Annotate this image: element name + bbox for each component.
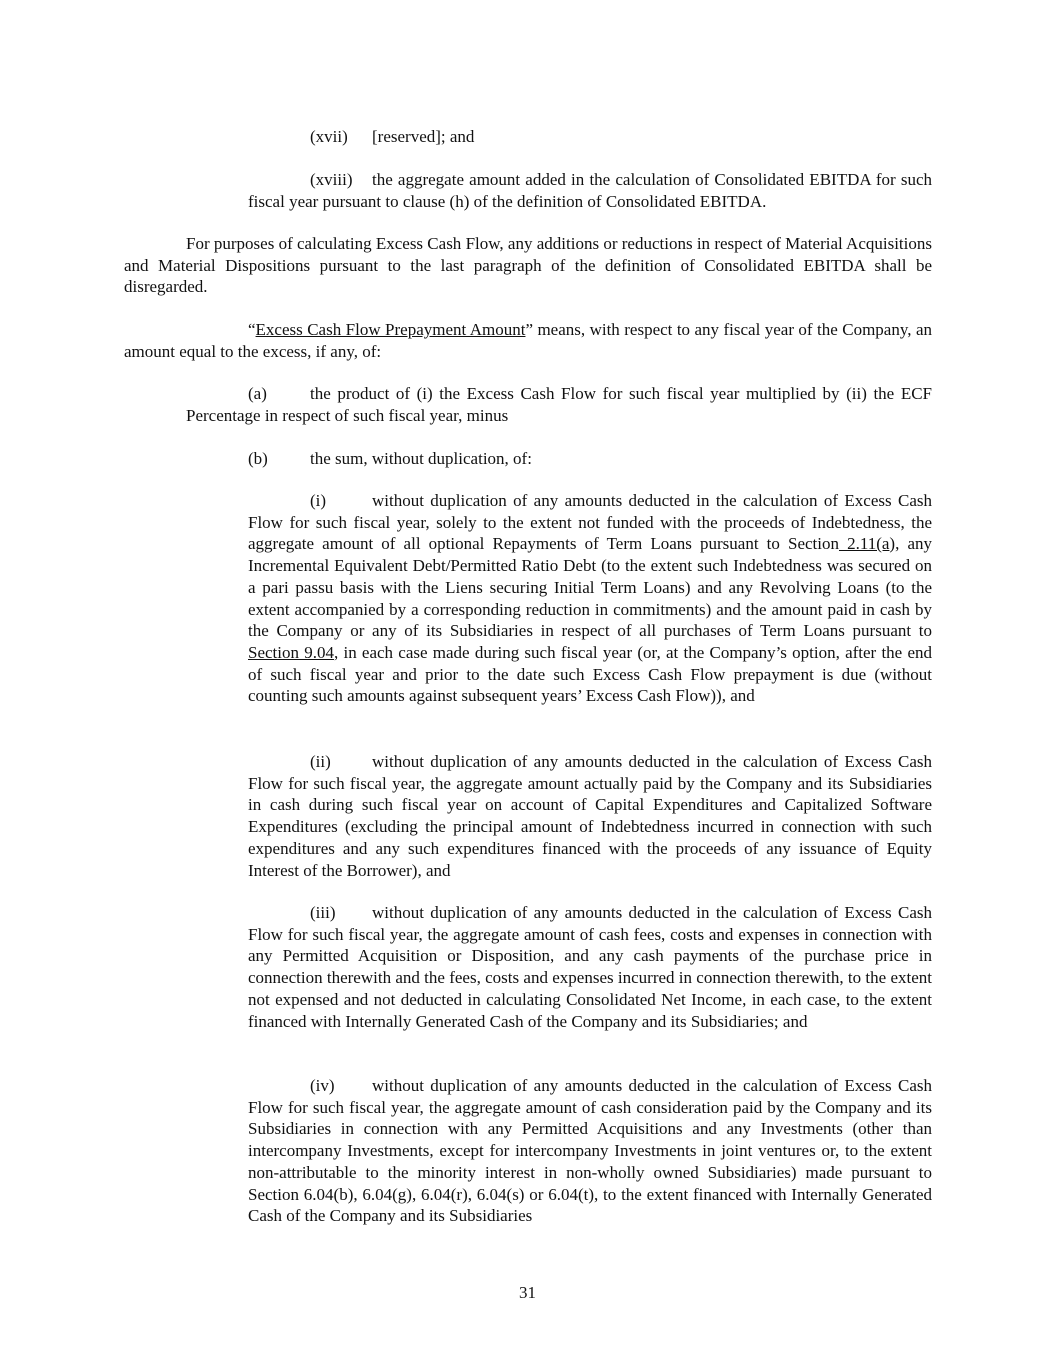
clause-a xyxy=(186,383,932,426)
clause-xvii xyxy=(310,126,932,148)
item-iv-text: without duplication of any amounts deducted in the calculation of Excess Cash Flow for such fiscal year, the aggregate amount of cash consideration paid by the Company and its Subsidiaries in connection with any Permitted Acquisitions and any Investments (other than intercompany Investments, except for intercompany Investments in joint ventures or, to the extent non-attributable to the minority interest in non-wholly owned Subsidiaries) made pursuant to Section 6.04(b), 6.04(g), 6.04(r), 6.04(s) or 6.04(t), to the extent financed with Internally Generated Cash of the Company and its Subsidiaries xyxy=(248,1076,932,1226)
item-ii-text: without duplication of any amounts deducted in the calculation of Excess Cash Flow for such fiscal year, the aggregate amount actually paid by the Company and its Subsidiaries in cash during such fiscal year on account of Capital Expenditures and Capitalized Software Expenditures (excluding the principal amount of Indebtedness incurred in connection with such expenditures and any such expenditures financed with the proceeds of any issuance of Equity Interest of the Borrower), and xyxy=(248,752,932,880)
clause-xviii-label: (xviii) xyxy=(310,170,353,189)
item-i xyxy=(248,490,932,707)
item-i-text-2: ), any Incremental Equivalent Debt/Permitted Ratio Debt (to the extent such Indebtedness was secured on a pari passu basis with the Liens securing Initial Term Loans) and any Revolving Loans (to the extent accompanied by a corresponding reduction in commitments) and the amount paid in cash by the Company or any of its Subsidiaries in respect of all purchases of Term Loans pursuant to xyxy=(248,534,932,641)
item-i-label: (i) xyxy=(310,491,327,510)
definition-open-quote: “ xyxy=(248,320,256,339)
item-iii-label: (iii) xyxy=(310,903,336,922)
clause-b xyxy=(248,448,932,470)
clause-a-label: (a) xyxy=(248,384,267,403)
clause-b-text: the sum, without duplication, of: xyxy=(310,449,532,468)
item-i-text-3: , in each case made during such fiscal year (or, at the Company’s option, after the end of such fiscal year and prior to the date such Excess Cash Flow prepayment is due (without counting such amounts against subsequent years’ Excess Cash Flow)), and xyxy=(248,642,932,706)
item-i-text-1: without duplication of any amounts deducted in the calculation of Excess Cash Flow for such fiscal year, solely to the extent not funded with the proceeds of Indebtedness, the aggregate amount of all optional Repayments of Term Loans pursuant to Section xyxy=(248,491,932,554)
excess-cash-flow-prepayment-definition xyxy=(124,319,932,362)
page-number: 31 xyxy=(519,1283,536,1302)
item-iv-label: (iv) xyxy=(310,1076,335,1095)
clause-xvii-label: (xvii) xyxy=(310,127,348,146)
purposes-paragraph: For purposes of calculating Excess Cash Flow, any additions or reductions in respect of Material Acquisitions and Material Dispositions pursuant to the last paragraph of the definition of Consolidated EBITDA shall be disregarded. xyxy=(124,234,932,297)
item-iii xyxy=(248,902,932,1032)
section-9-04-reference: Section 9.04 xyxy=(248,642,334,662)
definition-text: ” means, with respect to any fiscal year of the Company, an amount equal to the excess, if any, of: xyxy=(124,320,932,361)
clause-xviii xyxy=(248,169,932,212)
section-2-11-a-reference: 2.11(a xyxy=(838,534,890,554)
item-ii-label: (ii) xyxy=(310,752,331,771)
clause-xvii-text: [reserved]; and xyxy=(372,127,475,146)
defined-term: Excess Cash Flow Prepayment Amount xyxy=(255,320,526,339)
clause-b-label: (b) xyxy=(248,449,268,468)
item-ii xyxy=(248,751,932,881)
item-iv xyxy=(248,1075,932,1227)
item-iii-text: without duplication of any amounts deducted in the calculation of Excess Cash Flow for such fiscal year, the aggregate amount of cash fees, costs and expenses in connection with any Permitted Acquisition or Disposition, and any cash payments of the purchase price in connection therewith and the fees, costs and expenses incurred in connection therewith, to the extent not expensed and not deducted in calculating Consolidated Net Income, in each case, to the extent financed with Internally Generated Cash of the Company and its Subsidiaries; and xyxy=(248,903,932,1031)
clause-xviii-text: the aggregate amount added in the calculation of Consolidated EBITDA for such fiscal year pursuant to clause (h) of the definition of Consolidated EBITDA. xyxy=(248,170,932,211)
clause-a-text: the product of (i) the Excess Cash Flow for such fiscal year multiplied by (ii) the ECF Percentage in respect of such fiscal year, minus xyxy=(186,384,932,425)
